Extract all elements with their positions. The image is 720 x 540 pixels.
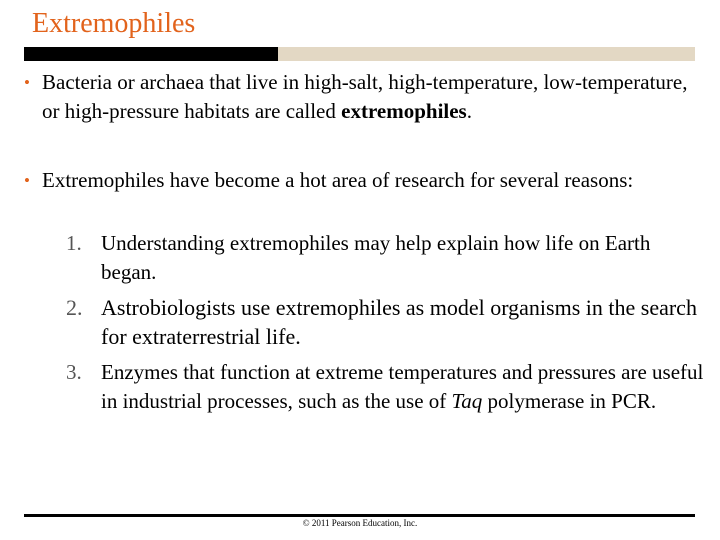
bullet-1-text-after: . [466,99,472,123]
list-item-text: Understanding extremophiles may help explain how life on Earth began. [101,231,651,284]
list-item-text-before: Enzymes that function at extreme temperatures and pressures are useful in industrial processes, such as the use of [101,360,704,413]
bullet-2 [24,166,704,195]
copyright-footer: © 2011 Pearson Education, Inc. [302,518,418,528]
list-number: 2. [66,295,83,320]
list-item-1 [66,229,706,287]
list-number: 3. [66,360,82,384]
slide-title: Extremophiles [32,8,196,39]
taq-italic: Taq [451,389,483,413]
title-bar-dark [24,47,278,61]
list-item-text-after: polymerase in PCR. [482,389,657,413]
list-item-2 [66,293,706,351]
footer-divider [24,514,695,517]
bullet-1-text [24,68,704,126]
list-number: 1. [66,231,82,255]
list-item-text: Astrobiologists use extremophiles as model organisms in the search for extraterrestrial life. [101,295,697,349]
bullet-2-text: Extremophiles have become a hot area of research for several reasons: [42,168,634,192]
bullet-1-bold: extremophiles [341,99,467,123]
bullet-1 [24,68,704,126]
bullet-icon: • [24,171,30,190]
list-item-3 [66,358,706,416]
bullet-icon: • [24,73,30,92]
bullet-1-text-before: Bacteria or archaea that live in high-salt, high-temperature, low-temperature, or high-pressure habitats are called [42,70,688,123]
list-item-text [66,358,706,416]
title-bar-light [278,47,695,61]
